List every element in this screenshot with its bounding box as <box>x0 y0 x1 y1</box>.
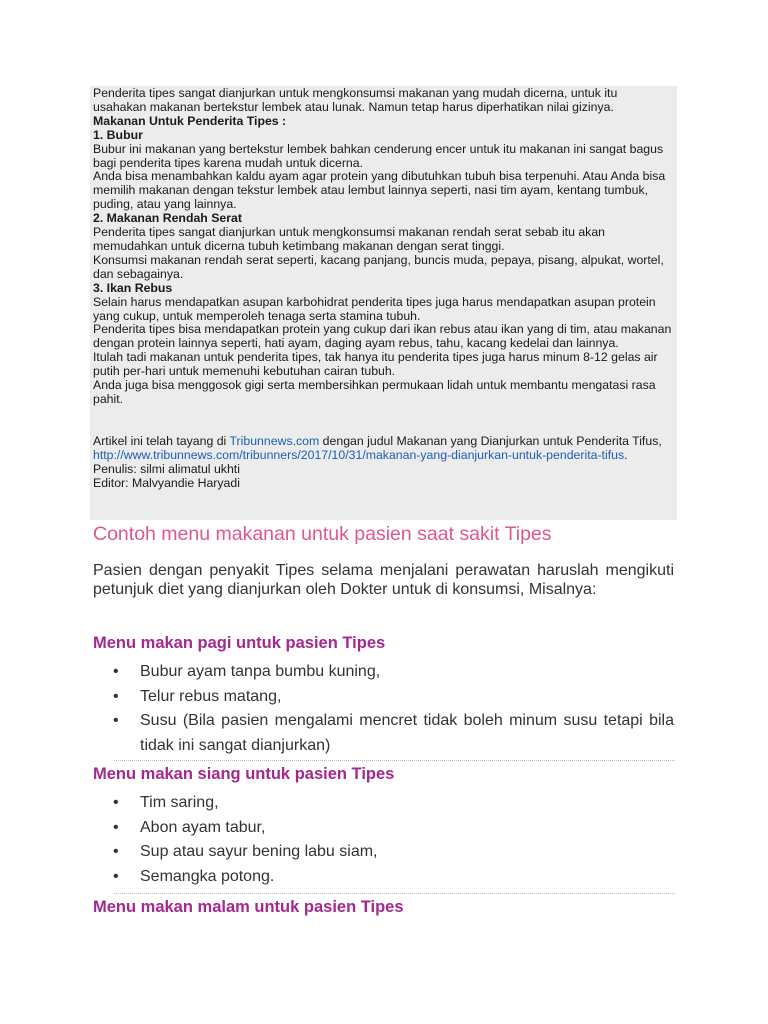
paragraph: Itulah tadi makanan untuk penderita tipes, tak hanya itu penderita tipes juga harus minum 8-12 gelas air putih per-hari untuk memenuhi kebutuhan cairan tubuh. <box>93 350 658 379</box>
paragraph: Penderita tipes bisa mendapatkan protein yang cukup dari ikan rebus atau ikan yang di tim, atau makanan dengan protein lainnya seperti, hati ayam, daging ayam rebus, tahu, kacang kedelai dan lainnya. <box>93 322 672 351</box>
tribunnews-link[interactable]: Tribunnews.com <box>229 433 320 448</box>
list-item: • Abon ayam tabur, <box>93 816 674 841</box>
list-item: • Sup atau sayur bening labu siam, <box>93 840 674 865</box>
list-item: • Tim saring, <box>93 791 674 816</box>
list-item: • Bubur ayam tanpa bumbu kuning, <box>93 660 674 685</box>
paragraph: Penderita tipes sangat dianjurkan untuk mengkonsumsi makanan rendah serat sebab itu akan memudahkan untuk dicerna tubuh ketimbang makanan dengan serat tinggi. <box>93 225 606 253</box>
paragraph: Bubur ini makanan yang bertekstur lembek bahkan cenderung encer untuk itu makanan ini sangat bagus bagi penderita tipes karena mudah untuk dicerna. <box>93 141 664 170</box>
paragraph: Selain harus mendapatkan asupan karbohidrat penderita tipes juga harus mendapatkan asupan protein yang cukup, untuk memperoleh tenaga serta stamina tubuh. <box>93 294 656 323</box>
paragraph: Penderita tipes sangat dianjurkan untuk mengkonsumsi makanan yang mudah dicerna, untuk itu usahakan makanan bertekstur lembek atau lunak. Namun tetap harus diperhatikan nilai gizinya. <box>93 86 618 114</box>
editor-line: Editor: Malvyandie Haryadi <box>93 475 240 490</box>
lunch-heading: Menu makan siang untuk pasien Tipes <box>93 765 395 783</box>
author-line: Penulis: silmi alimatul ukhti <box>93 461 240 476</box>
attribution-prefix: Artikel ini telah tayang di <box>93 433 230 448</box>
page-title: Contoh menu makanan untuk pasien saat sakit Tipes <box>93 523 552 545</box>
item-heading-rendah-serat: 2. Makanan Rendah Serat <box>93 211 242 226</box>
breakfast-heading: Menu makan pagi untuk pasien Tipes <box>93 634 386 652</box>
list-item: • Semangka potong. <box>93 865 674 890</box>
section-heading: Makanan Untuk Penderita Tipes : <box>93 113 287 128</box>
paragraph: Anda bisa menambahkan kaldu ayam agar protein yang dibutuhkan tubuh bisa terpenuhi. Atau Anda bisa memilih makanan dengan tekstur lembek atau lembut lainnya seperti, nasi tim ayam, kentang tumbuk, puding, atau yang lainnya. <box>93 169 666 212</box>
item-heading-bubur: 1. Bubur <box>93 127 143 142</box>
breakfast-list <box>93 660 674 758</box>
attribution-middle: dengan judul Makanan yang Dianjurkan untuk Penderita Tifus, <box>319 433 662 448</box>
divider <box>114 893 675 894</box>
spacer <box>93 407 674 435</box>
article-url-link[interactable]: http://www.tribunnews.com/tribunners/2017/10/31/makanan-yang-dianjurkan-untuk-penderita-tifus <box>93 447 625 462</box>
attribution <box>93 435 674 463</box>
paragraph: Konsumsi makanan rendah serat seperti, kacang panjang, buncis muda, pepaya, pisang, alpukat, wortel, dan sebagainya. <box>93 252 664 281</box>
attribution-suffix: . <box>624 447 628 462</box>
divider <box>114 760 675 761</box>
list-item: • Telur rebus matang, <box>93 685 674 710</box>
lunch-list <box>93 791 674 889</box>
dinner-heading: Menu makan malam untuk pasien Tipes <box>93 898 404 916</box>
item-heading-ikan-rebus: 3. Ikan Rebus <box>93 280 173 295</box>
paragraph: Anda juga bisa menggosok gigi serta membersihkan permukaan lidah untuk membantu mengatasi rasa pahit. <box>93 378 656 406</box>
list-item: • Susu (Bila pasien mengalami mencret tidak boleh minum susu tetapi bila tidak ini sangat dianjurkan) <box>93 709 674 758</box>
intro-paragraph: Pasien dengan penyakit Tipes selama menjalani perawatan haruslah mengikuti petunjuk diet yang dianjurkan oleh Dokter untuk di konsumsi, Misalnya: <box>93 562 674 598</box>
article-excerpt-box <box>90 86 677 520</box>
